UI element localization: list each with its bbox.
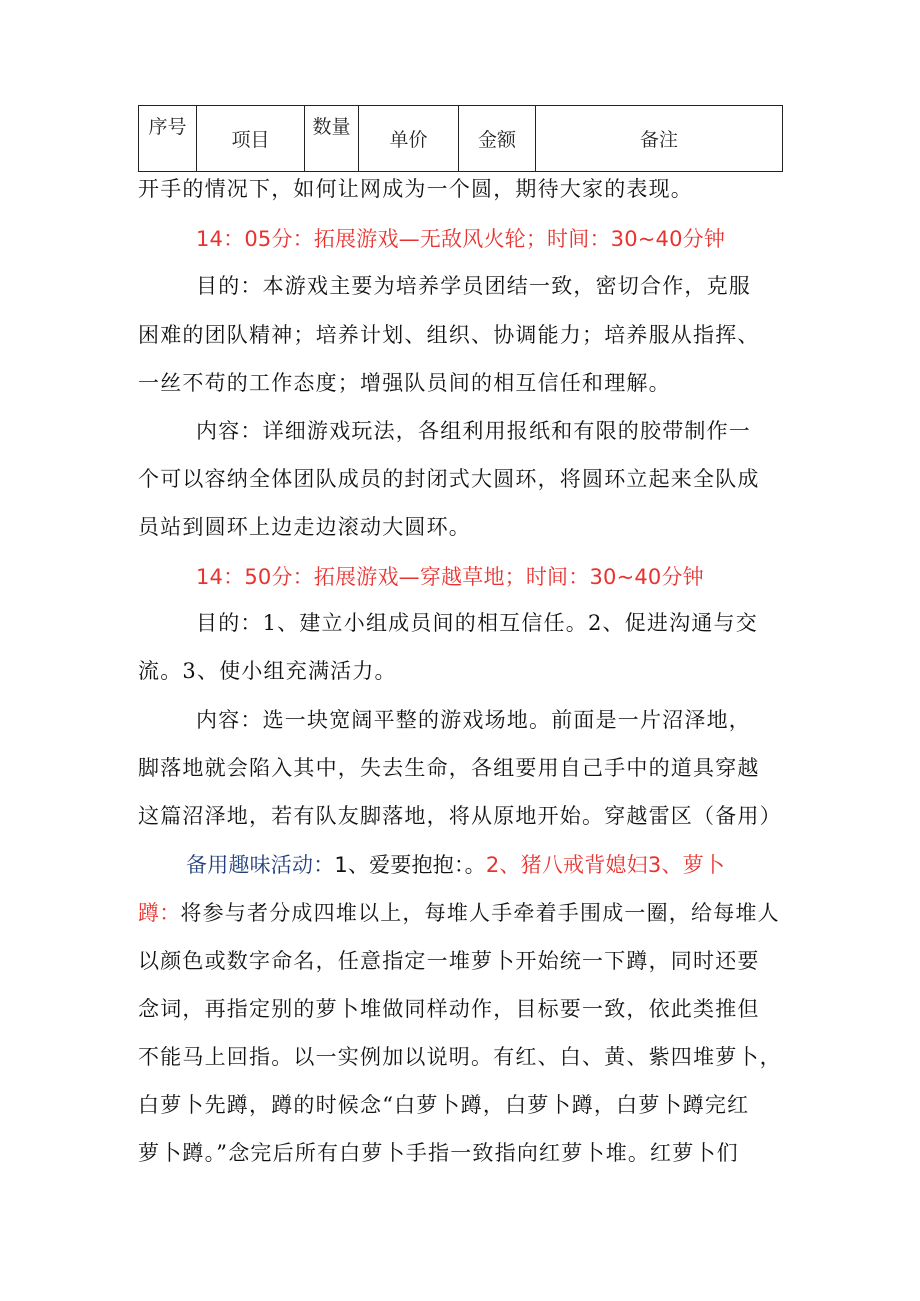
- paragraph-line: 一丝不苟的工作态度；增强队员间的相互信任和理解。: [138, 371, 671, 395]
- col-header-unit-price: 单价: [359, 106, 459, 172]
- backup-item-radish-squat: 3、萝卜: [647, 853, 726, 877]
- backup-item-hug: 1、爱要抱抱：: [334, 853, 465, 877]
- col-header-index: 序号: [139, 106, 197, 172]
- paragraph-line: 员站到圆环上边走边滚动大圆环。: [138, 515, 471, 539]
- paragraph-line: 念词，再指定别的萝卜堆做同样动作，目标要一致，依此类推但: [138, 997, 760, 1021]
- paragraph-line: 这篇沼泽地，若有队友脚落地，将从原地开始。穿越雷区（备用）: [138, 804, 782, 828]
- table-header-row: [139, 106, 783, 172]
- col-header-quantity: 数量: [305, 106, 359, 172]
- backup-separator: 。: [464, 853, 486, 877]
- section-heading-wind-fire-wheel: 14：05分：拓展游戏—无敌风火轮；时间：30~40分钟: [196, 227, 726, 251]
- paragraph-line: 脚落地就会陷入其中，失去生命，各组要用自己手中的道具穿越: [138, 756, 760, 780]
- paragraph-line: 个可以容纳全体团队成员的封闭式大圆环，将圆环立起来全队成: [138, 467, 760, 491]
- paragraph-line: 流。3、使小组充满活力。: [138, 659, 397, 683]
- backup-activities-label: 备用趣味活动：: [186, 853, 335, 877]
- col-header-amount: 金额: [459, 106, 536, 172]
- paragraph-line: 内容：选一块宽阔平整的游戏场地。前面是一片沼泽地，: [196, 708, 751, 732]
- paragraph-line: 以颜色或数字命名，任意指定一堆萝卜开始统一下蹲，同时还要: [138, 949, 760, 973]
- paragraph-line: [138, 898, 798, 928]
- section-heading-cross-grassland: 14：50分：拓展游戏—穿越草地；时间：30~40分钟: [196, 565, 704, 589]
- paragraph-line: 不能马上回指。以一实例加以说明。有红、白、黄、紫四堆萝卜，: [138, 1045, 782, 1069]
- backup-activities-line: [186, 850, 846, 880]
- paragraph-line: 白萝卜先蹲，蹲的时候念“白萝卜蹲，白萝卜蹲，白萝卜蹲完红: [138, 1093, 750, 1117]
- paragraph-line: 开手的情况下，如何让网成为一个圆，期待大家的表现。: [138, 177, 693, 201]
- radish-squat-description: 将参与者分成四堆以上，每堆人手牵着手围成一圈，给每堆人: [180, 901, 780, 925]
- paragraph-line: 萝卜蹲。”念完后所有白萝卜手指一致指向红萝卜堆。红萝卜们: [138, 1141, 739, 1165]
- paragraph-line: 目的：本游戏主要为培养学员团结一致，密切合作，克服: [196, 274, 751, 298]
- paragraph-line: 目的：1、建立小组成员间的相互信任。2、促进沟通与交: [196, 611, 758, 635]
- col-header-item: 项目: [197, 106, 305, 172]
- paragraph-line: 困难的团队精神；培养计划、组织、协调能力；培养服从指挥、: [138, 323, 760, 347]
- header-table: [138, 105, 783, 172]
- backup-item-radish-squat-cont: 蹲：: [138, 901, 181, 925]
- paragraph-line: 内容：详细游戏玩法，各组利用报纸和有限的胶带制作一: [196, 419, 751, 443]
- col-header-remarks: 备注: [536, 106, 783, 172]
- backup-item-piggyback: 2、猪八戒背媳妇: [485, 853, 648, 877]
